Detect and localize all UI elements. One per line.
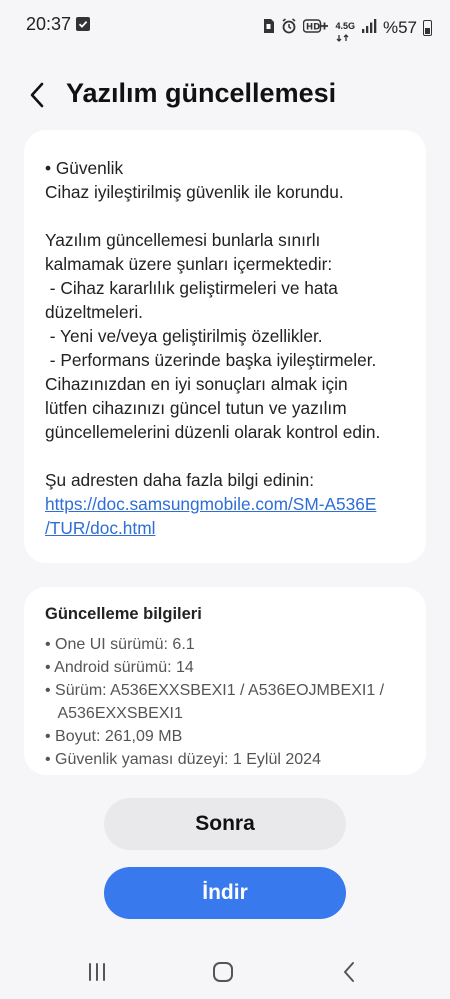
notes-line: kalmamak üzere şunları içermektedir: [45, 254, 333, 274]
notes-line: • Güvenlik [45, 158, 124, 178]
back-button[interactable] [20, 78, 54, 112]
notes-line: - Cihaz kararlılık geliştirmeleri ve hata [45, 278, 338, 298]
update-info-card [24, 587, 426, 775]
more-info-link[interactable]: https://doc.samsungmobile.com/SM-A536E [45, 494, 377, 514]
notes-line: Cihazınızdan en iyi sonuçları almak için [45, 374, 348, 394]
update-info-heading: Güncelleme bilgileri [45, 605, 202, 623]
home-button[interactable] [208, 960, 238, 984]
network-4-5g-icon: 4.5G [335, 14, 355, 42]
back-chevron-icon [27, 81, 47, 109]
recent-apps-button[interactable] [82, 960, 112, 984]
notes-line: Şu adresten daha fazla bilgi edinin: [45, 470, 315, 490]
battery-icon [423, 20, 432, 36]
notes-line: - Yeni ve/veya geliştirilmiş özellikler. [45, 326, 323, 346]
notes-line: güncellemelerini düzenli olarak kontrol edin. [45, 422, 381, 442]
svg-text:HD: HD [306, 22, 321, 33]
page-title: Yazılım güncellemesi [66, 78, 337, 108]
notes-line: lütfen cihazınızı güncel tutun ve yazılım [45, 398, 347, 418]
check-icon [76, 17, 90, 31]
battery-percent: %57 [382, 18, 417, 37]
release-notes-card [24, 130, 426, 563]
notes-line: - Performans üzerinde başka iyileştirmeler. [45, 350, 377, 370]
update-info-item: • Android sürümü: 14 [45, 659, 194, 676]
back-icon [341, 961, 357, 983]
alarm-icon [281, 18, 297, 39]
signal-icon [361, 18, 377, 38]
status-bar [0, 0, 450, 50]
home-icon [212, 961, 234, 983]
status-icons [262, 14, 432, 42]
sim-icon [262, 18, 275, 39]
header [0, 70, 450, 120]
navigation-bar [0, 950, 450, 999]
nav-back-button[interactable] [334, 960, 364, 984]
update-info-item: • Boyut: 261,09 MB [45, 728, 183, 745]
status-time: 20:37 [26, 14, 72, 34]
notes-line: Cihaz iyileştirilmiş güvenlik ile korundu. [45, 182, 344, 202]
notes-line: Yazılım güncellemesi bunlarla sınırlı [45, 230, 321, 250]
update-info-item: • Sürüm: A536EXXSBEXI1 / A536EOJMBEXI1 / [45, 682, 385, 699]
update-info-item: • One UI sürümü: 6.1 [45, 636, 195, 653]
later-button[interactable]: Sonra [104, 798, 346, 850]
more-info-link-cont[interactable]: /TUR/doc.html [45, 518, 156, 538]
update-info-item: A536EXXSBEXI1 [45, 705, 183, 722]
update-info-item: • Güvenlik yaması düzeyi: 1 Eylül 2024 [45, 751, 321, 768]
hd-plus-icon [303, 18, 329, 38]
notes-line: düzeltmeleri. [45, 302, 143, 322]
recent-apps-icon [86, 962, 108, 982]
download-button[interactable]: İndir [104, 867, 346, 919]
